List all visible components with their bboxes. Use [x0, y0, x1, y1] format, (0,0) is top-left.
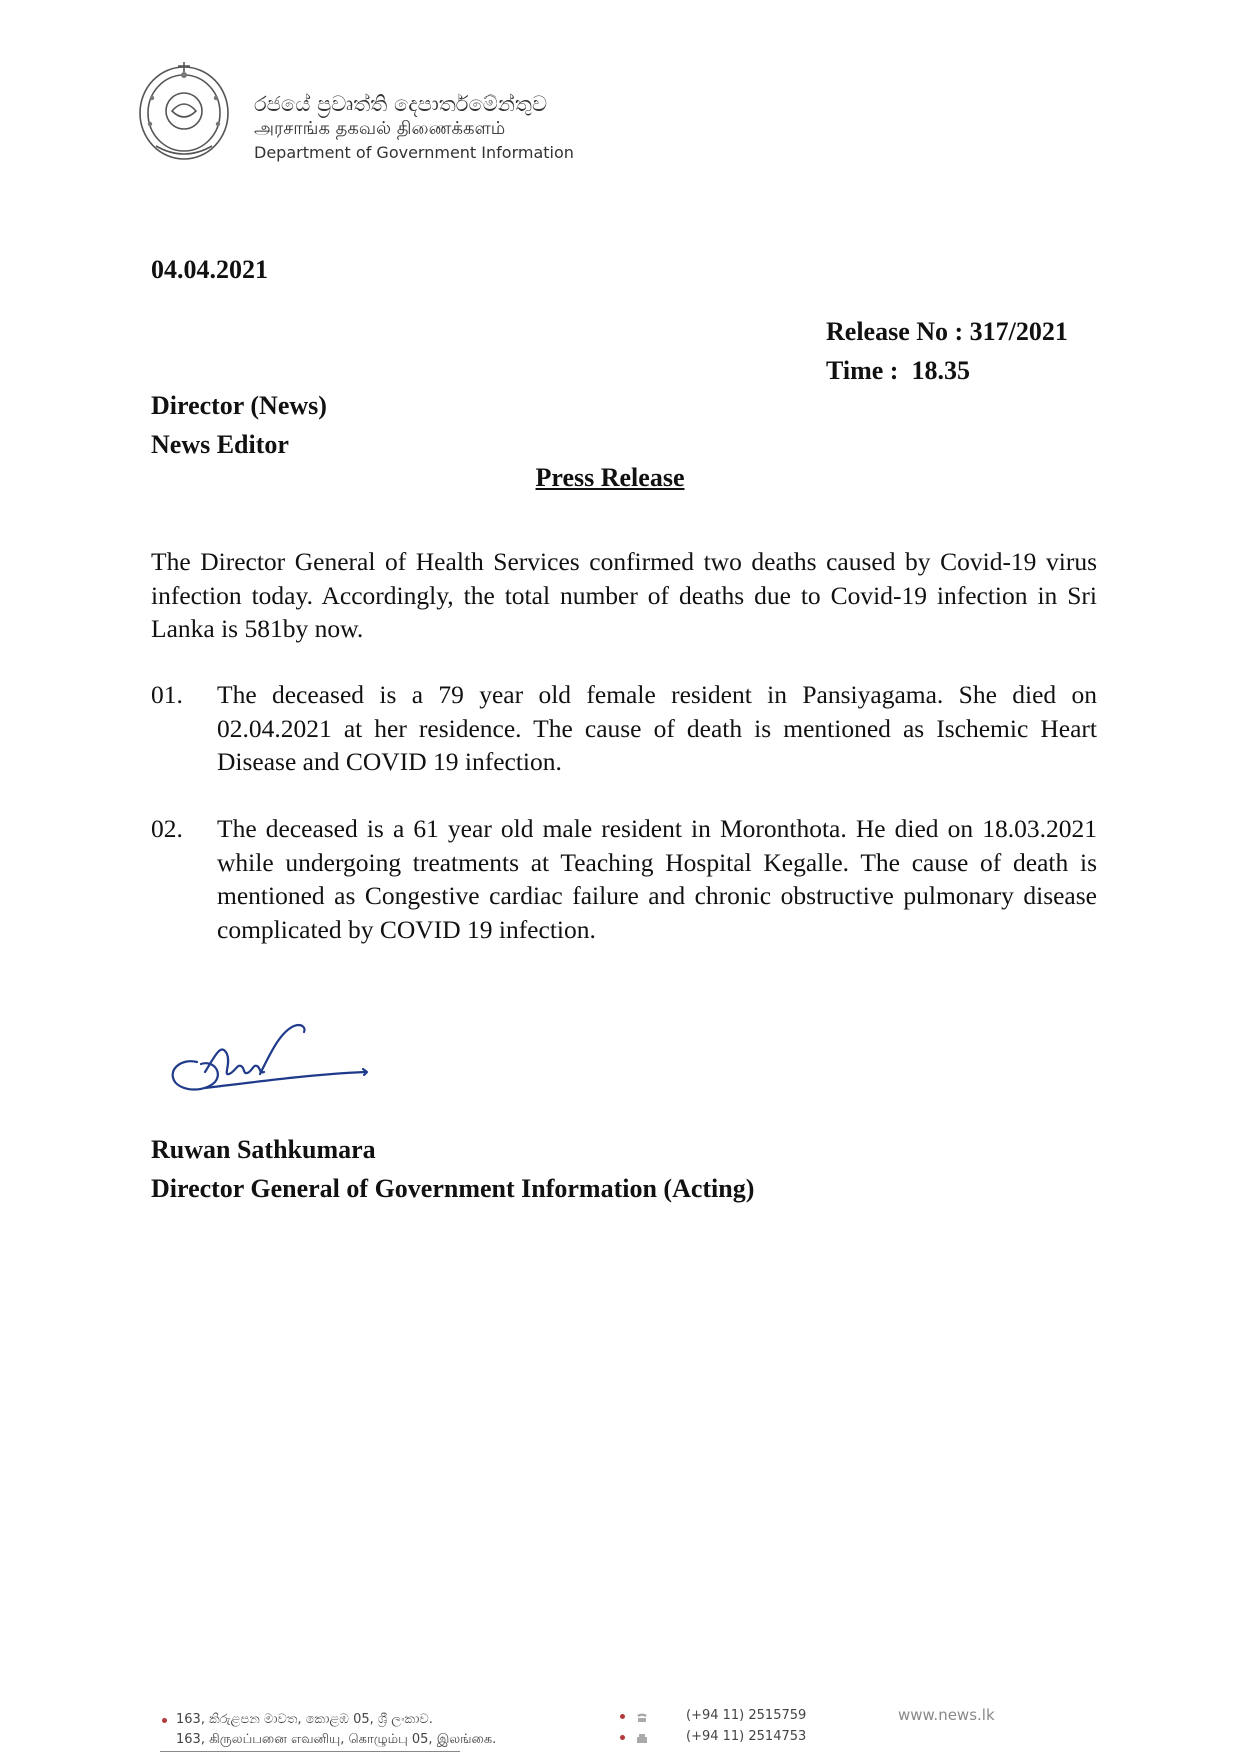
footer-address-tamil: 163, கிருலப்பனை எவனியு, கொழும்பு 05, இலங்கை.	[176, 1732, 497, 1747]
bullet-icon	[620, 1714, 625, 1719]
footer-fax: (+94 11) 2514753	[686, 1729, 807, 1744]
list-item-number: 01.	[151, 680, 183, 709]
signer-title: Director General of Government Information (Acting)	[151, 1174, 755, 1203]
recipient-line: Director (News)	[151, 391, 327, 420]
document-title: Press Release	[535, 463, 685, 492]
department-name-tamil: அரசாங்க தகவல் திணைக்களம்	[254, 118, 506, 139]
bullet-icon	[162, 1718, 167, 1723]
release-number: Release No : 317/2021	[826, 317, 1068, 346]
footer-divider	[160, 1751, 460, 1752]
footer-address-sinhala: 163, කිරුළපන මාවත, කොළඹ 05, ශ්‍රී ලංකාව.	[176, 1712, 433, 1727]
footer-phone: (+94 11) 2515759	[686, 1708, 807, 1723]
recipients	[151, 386, 327, 464]
footer-website: www.news.lk	[898, 1706, 995, 1724]
bullet-icon	[620, 1735, 625, 1740]
list-item-text: The deceased is a 79 year old female resident in Pansiyagama. She died on 02.04.2021 at her residence. The cause of death is mentioned as Ischemic Heart Disease and COVID 19 infection.	[217, 680, 1097, 776]
signer-block	[151, 1130, 754, 1208]
government-emblem-icon	[134, 58, 234, 164]
list-item-text: The deceased is a 61 year old male resident in Moronthota. He died on 18.03.2021 while undergoing treatments at Teaching Hospital Kegalle. The cause of death is mentioned as Congestive cardiac failure and chronic obstructive pulmonary disease complicated by COVID 19 infection.	[217, 814, 1097, 944]
department-name-sinhala: රජයේ ප්‍රවෘත්ති දෙපාර්තමේන්තුව	[254, 92, 548, 116]
fax-icon	[636, 1731, 648, 1741]
department-name-english: Department of Government Information	[254, 143, 574, 162]
list-item-number: 02.	[151, 814, 183, 843]
recipient-line: News Editor	[151, 430, 289, 459]
signer-name: Ruwan Sathkumara	[151, 1135, 376, 1164]
release-date: 04.04.2021	[151, 255, 268, 284]
phone-icon	[636, 1710, 648, 1720]
release-time: Time : 18.35	[826, 356, 970, 385]
intro-paragraph: The Director General of Health Services confirmed two deaths caused by Covid-19 virus infection today. Accordingly, the total number of deaths due to Covid-19 infection in Sri Lanka is 581by now.	[151, 547, 1097, 643]
handwritten-signature	[165, 1022, 380, 1102]
release-info	[826, 312, 1068, 390]
